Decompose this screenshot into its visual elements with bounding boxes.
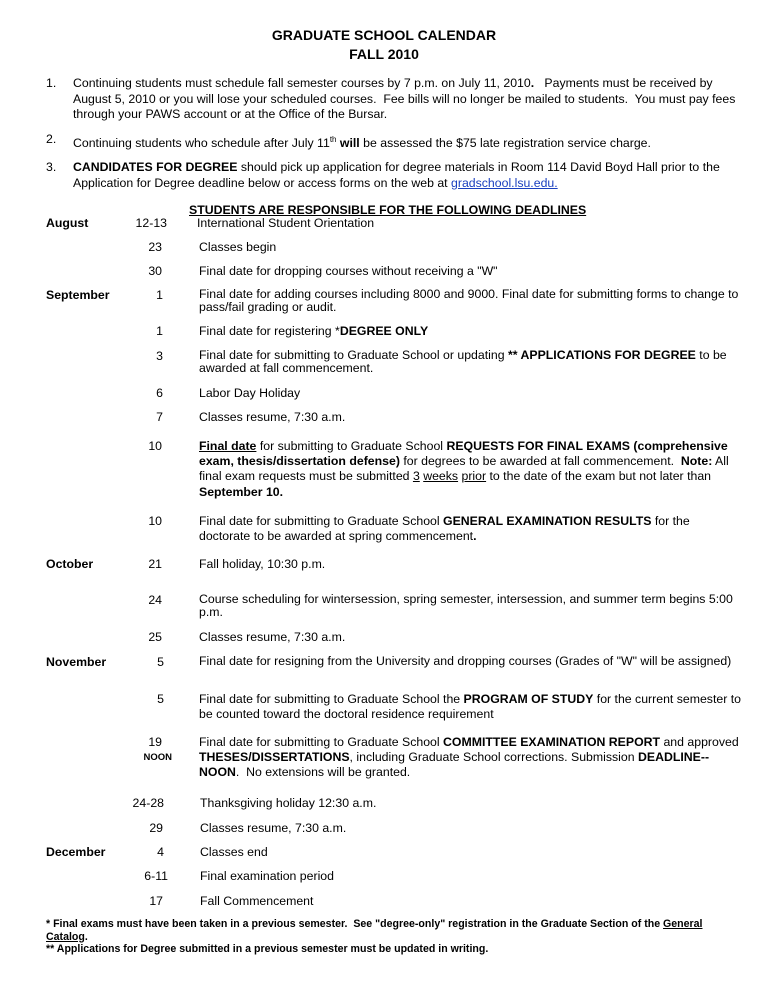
entry-text: Final date for dropping courses without receiving a "W" — [199, 264, 498, 278]
month-november: November — [46, 655, 107, 669]
footnote-text: * Final exams must have been taken in a previous semester. See "degree-only" registration in the Graduate Section of the — [46, 918, 664, 930]
final-exams-label: REQUESTS FOR FINAL EXAMS (comprehensive exam, thesis/dissertation defense) — [199, 439, 728, 469]
entry-text-part: to the date of the exam but not later than — [486, 469, 715, 484]
entry-day: 29 — [149, 821, 163, 835]
entry-text-part: Final date for registering * — [199, 324, 340, 338]
entry-text: Fall Commencement — [200, 894, 314, 908]
item-1-text-a: Continuing students must schedule fall semester courses by 7 p.m. on July 11, 2010 — [73, 76, 531, 90]
entry-day: 5 — [157, 692, 164, 706]
entry-text: Classes end — [200, 845, 268, 859]
entry-day: 1 — [156, 324, 163, 338]
item-2-text — [73, 132, 743, 152]
entry-text — [199, 439, 743, 500]
entry-text: Course scheduling for wintersession, spring semester, intersession, and summer term begins 5:00 p.m. — [199, 592, 733, 619]
month-december: December — [46, 845, 106, 859]
entry-day: 7 — [156, 410, 163, 424]
gradschool-link[interactable]: gradschool.lsu.edu. — [451, 175, 558, 190]
entry-text: Final date for adding courses including 8000 and 9000. Final date for submitting forms to change to pass/fail grading or audit. — [199, 287, 739, 314]
applications-for-degree-label: ** APPLICATIONS FOR DEGREE — [507, 348, 696, 362]
entry-text-part: Final date for submitting to Graduate School or updating — [199, 348, 508, 362]
entry-text-part: for degrees to be awarded at fall commencement. — [399, 454, 681, 469]
entry-day: 5 — [157, 655, 164, 669]
entry-text-part: prior — [461, 469, 487, 484]
item-2-text-c: be assessed the $75 late registration service charge. — [363, 136, 651, 151]
item-3-number: 3. — [46, 160, 57, 174]
entry-text-part: September 10. — [199, 484, 284, 499]
entry-text-part: . No extensions will be granted. — [235, 765, 411, 780]
entry-text-part: , including Graduate School corrections. Submission — [349, 750, 638, 765]
entry-text — [199, 735, 743, 781]
item-1-text-c: Payments must be received by August 5, 2010 or you will lose your scheduled courses. Fee bills will no longer be mailed to students. You must pay fees through your PAWS account or at the Office of the Bursar. — [73, 76, 739, 121]
deadline-noon-label: DEADLINE--NOON — [199, 750, 710, 780]
month-september: September — [46, 288, 110, 302]
footnote-applications: ** Applications for Degree submitted in a previous semester must be updated in writing. — [46, 943, 489, 955]
entry-text-part: for submitting to Graduate School — [256, 439, 447, 453]
entry-day: 30 — [148, 264, 162, 278]
entry-text-part: Final date for submitting to Graduate School — [199, 735, 444, 749]
entry-text-part: to be awarded at fall commencement. — [199, 348, 731, 375]
entry-text-part: Final date — [199, 439, 257, 453]
entry-text: Classes resume, 7:30 a.m. — [199, 630, 346, 644]
entry-text-part: for the current semester to be counted toward the doctoral residence requirement — [199, 692, 745, 722]
item-2-text-a: Continuing students who schedule after July 11 — [73, 136, 330, 151]
entry-text-part: Final date for submitting to Graduate School — [199, 514, 444, 528]
entry-text: International Student Orientation — [197, 216, 375, 230]
item-3-text — [73, 160, 743, 191]
item-2-superscript: th — [329, 135, 337, 144]
entry-day: 10 — [148, 514, 162, 528]
item-2-text-bold: will — [339, 136, 360, 151]
theses-label: THESES/DISSERTATIONS — [199, 750, 350, 765]
entry-text — [199, 324, 743, 339]
item-1-number: 1. — [46, 76, 57, 90]
entry-text — [199, 514, 743, 544]
entry-text-part: weeks — [423, 469, 459, 484]
entry-day: 3 — [156, 349, 163, 363]
entry-day: 1 — [156, 288, 163, 302]
entry-text-part: Final date for submitting to Graduate School the — [199, 692, 464, 706]
month-october: October — [46, 557, 94, 571]
entry-day: 19 — [148, 735, 162, 749]
entry-day: 23 — [148, 240, 162, 254]
committee-report-label: COMMITTEE EXAMINATION REPORT — [443, 735, 661, 749]
item-3-text-b: should pick up application for degree materials in Room 114 David Boyd Hall prior to the Application for Degree deadline below or access forms on the web at — [73, 160, 720, 190]
general-catalog-label: General Catalog — [46, 918, 703, 943]
entry-text — [199, 692, 743, 722]
entry-text-part: All final exam requests must be submitted — [199, 454, 733, 484]
entry-day: 6 — [156, 386, 163, 400]
item-3-text-bold: CANDIDATES FOR DEGREE — [73, 160, 238, 174]
page-subtitle: FALL 2010 — [349, 46, 419, 62]
entry-text: Fall holiday, 10:30 p.m. — [199, 557, 326, 571]
entry-day: 24 — [148, 593, 162, 607]
entry-text-part: . — [473, 529, 477, 544]
footnote-text: . — [84, 930, 88, 943]
degree-only-label: DEGREE ONLY — [339, 324, 429, 338]
entry-day: 4 — [157, 845, 164, 859]
entry-text — [199, 349, 743, 375]
general-exam-results-label: GENERAL EXAMINATION RESULTS — [443, 514, 652, 528]
entry-day: 17 — [149, 894, 163, 908]
item-1-text — [73, 76, 743, 123]
entry-text-part: 3 — [412, 469, 420, 484]
entry-text: Thanksgiving holiday 12:30 a.m. — [200, 796, 377, 810]
entry-day: 24-28 — [132, 796, 164, 810]
entry-day: 6-11 — [144, 869, 168, 883]
entry-day: 12-13 — [135, 216, 167, 230]
item-1-text-b: . — [530, 76, 535, 90]
entry-text: Final date for resigning from the University and dropping courses (Grades of "W" will be assigned) — [199, 654, 732, 668]
noon-label: NOON — [143, 752, 172, 763]
footnote-degree-only — [46, 918, 726, 943]
entry-day: 10 — [148, 439, 162, 453]
entry-text: Final examination period — [200, 869, 334, 883]
entry-text: Classes resume, 7:30 a.m. — [200, 821, 347, 835]
note-label: Note: — [680, 454, 713, 469]
month-august: August — [46, 216, 89, 230]
entry-text: Labor Day Holiday — [199, 386, 301, 400]
entry-day: 21 — [148, 557, 162, 571]
entry-day: 25 — [148, 630, 162, 644]
deadlines-heading: STUDENTS ARE RESPONSIBLE FOR THE FOLLOWING DEADLINES — [189, 203, 587, 217]
page-title: GRADUATE SCHOOL CALENDAR — [271, 27, 497, 43]
item-2-number: 2. — [46, 132, 57, 146]
entry-text-part: for the doctorate to be awarded at spring commencement — [199, 514, 694, 544]
program-of-study-label: PROGRAM OF STUDY — [463, 692, 594, 706]
entry-text-part: and approved — [660, 735, 743, 749]
entry-text: Classes begin — [199, 240, 277, 254]
entry-text: Classes resume, 7:30 a.m. — [199, 410, 346, 424]
